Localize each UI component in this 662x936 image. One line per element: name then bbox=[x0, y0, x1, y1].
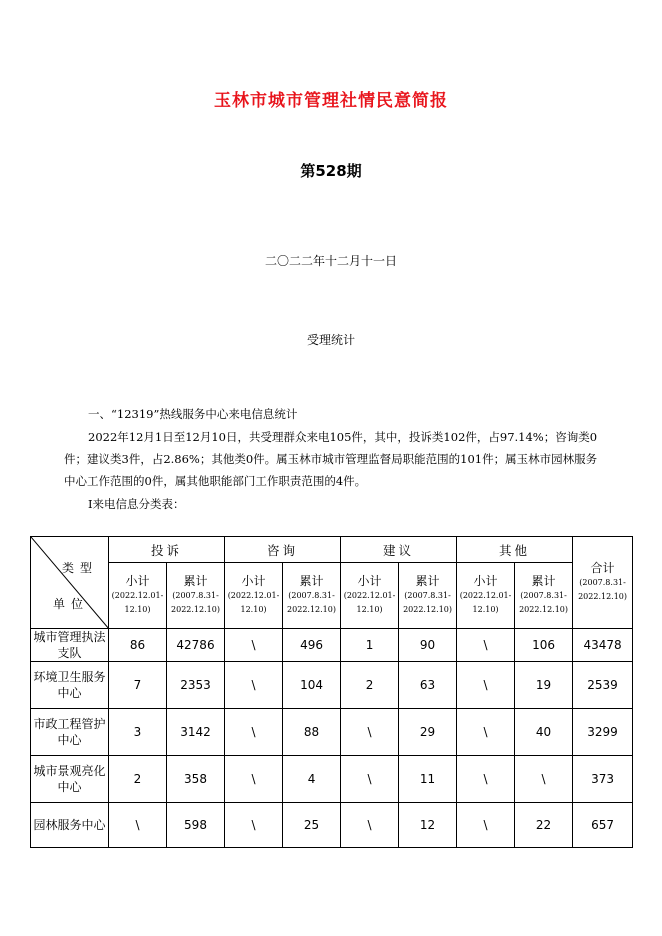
table-cell: 29 bbox=[399, 709, 457, 756]
table-cell-total: 3299 bbox=[573, 709, 633, 756]
corner-diagonal-line bbox=[31, 537, 109, 629]
total-header bbox=[573, 537, 633, 629]
subheader-label: 累计 bbox=[299, 574, 324, 588]
table-cell-total: 2539 bbox=[573, 662, 633, 709]
table-row bbox=[31, 756, 633, 803]
subheader-label: 累计 bbox=[415, 574, 440, 588]
subheader-other-small bbox=[457, 563, 515, 629]
subheader-range: (2022.12.01-12.10) bbox=[459, 591, 512, 614]
table-cell: 104 bbox=[283, 662, 341, 709]
issue-number: 第528期 bbox=[300, 162, 362, 180]
table-corner-header bbox=[31, 537, 109, 629]
subheader-range: (2022.12.01-12.10) bbox=[343, 591, 396, 614]
section-title-hotline: 一、“12319”热线服务中心来电信息统计 bbox=[88, 407, 298, 421]
table-cell: 3 bbox=[109, 709, 167, 756]
group-header-suggestion: 建议 bbox=[341, 537, 457, 563]
subheader-label: 小计 bbox=[241, 574, 266, 588]
table-cell: \ bbox=[457, 662, 515, 709]
table-cell-total: 43478 bbox=[573, 629, 633, 662]
table-cell: \ bbox=[457, 709, 515, 756]
table-cell: \ bbox=[457, 756, 515, 803]
table-cell: 86 bbox=[109, 629, 167, 662]
subheader-complaint-cumulative bbox=[167, 563, 225, 629]
table-cell-total: 657 bbox=[573, 803, 633, 848]
table-cell: 358 bbox=[167, 756, 225, 803]
table-cell: 106 bbox=[515, 629, 573, 662]
table-cell: 25 bbox=[283, 803, 341, 848]
subheader-range: (2007.8.31-2022.12.10) bbox=[171, 591, 220, 614]
group-header-complaint: 投诉 bbox=[109, 537, 225, 563]
table-row bbox=[31, 629, 633, 662]
table-cell: 42786 bbox=[167, 629, 225, 662]
table-cell: 2 bbox=[341, 662, 399, 709]
subheader-inquiry-cumulative bbox=[283, 563, 341, 629]
unit-name: 环境卫生服务中心 bbox=[31, 662, 109, 709]
table-cell: 1 bbox=[341, 629, 399, 662]
table-cell: 11 bbox=[399, 756, 457, 803]
subheader-complaint-small bbox=[109, 563, 167, 629]
subheader-range: (2022.12.01-12.10) bbox=[227, 591, 280, 614]
table-row bbox=[31, 709, 633, 756]
subheader-range: (2007.8.31-2022.12.10) bbox=[403, 591, 452, 614]
table-cell: \ bbox=[341, 756, 399, 803]
subheader-label: 小计 bbox=[125, 574, 150, 588]
table-cell: 598 bbox=[167, 803, 225, 848]
subheader-label: 小计 bbox=[357, 574, 382, 588]
corner-unit-label: 单位 bbox=[53, 597, 90, 611]
table-cell: \ bbox=[225, 756, 283, 803]
unit-name: 城市管理执法支队 bbox=[31, 629, 109, 662]
subheader-label: 小计 bbox=[473, 574, 498, 588]
subheader-inquiry-small bbox=[225, 563, 283, 629]
table-cell: 3142 bbox=[167, 709, 225, 756]
table-cell: \ bbox=[341, 709, 399, 756]
total-header-label: 合计 bbox=[590, 561, 615, 575]
table-row bbox=[31, 662, 633, 709]
summary-paragraph: 2022年12月1日至12月10日，共受理群众来电105件，其中，投诉类102件，占97.14%；咨询类0件；建议类3件，占2.86%；其他类0件。属玉林市城市管理监督局职能范围的101件；属玉林市园林服务中心工作范围的0件，属其他职能部门工作职责范围的4件。 bbox=[64, 430, 598, 488]
table-cell: \ bbox=[457, 803, 515, 848]
table-cell: \ bbox=[225, 709, 283, 756]
total-header-range: (2007.8.31-2022.12.10) bbox=[578, 578, 628, 601]
table-cell: \ bbox=[109, 803, 167, 848]
table-cell-total: 373 bbox=[573, 756, 633, 803]
unit-name: 城市景观亮化中心 bbox=[31, 756, 109, 803]
publish-date: 二〇二二年十二月十一日 bbox=[264, 254, 397, 268]
table-cell: 19 bbox=[515, 662, 573, 709]
table-caption: Ⅰ来电信息分类表： bbox=[88, 497, 185, 511]
table-row bbox=[31, 803, 633, 848]
section-heading: 受理统计 bbox=[306, 333, 355, 347]
table-cell: 496 bbox=[283, 629, 341, 662]
subheader-range: (2007.8.31-2022.12.10) bbox=[287, 591, 336, 614]
table-cell: 90 bbox=[399, 629, 457, 662]
table-cell: \ bbox=[515, 756, 573, 803]
bulletin-title: 玉林市城市管理社情民意简报 bbox=[214, 91, 448, 111]
subheader-suggestion-cumulative bbox=[399, 563, 457, 629]
table-cell: \ bbox=[225, 629, 283, 662]
table-cell: 7 bbox=[109, 662, 167, 709]
call-statistics-table bbox=[30, 536, 633, 848]
table-cell: 12 bbox=[399, 803, 457, 848]
table-cell: \ bbox=[225, 662, 283, 709]
subheader-label: 累计 bbox=[531, 574, 556, 588]
table-cell: 4 bbox=[283, 756, 341, 803]
table-cell: 63 bbox=[399, 662, 457, 709]
subheader-range: (2022.12.01-12.10) bbox=[111, 591, 164, 614]
group-header-other: 其他 bbox=[457, 537, 573, 563]
table-cell: 2353 bbox=[167, 662, 225, 709]
table-cell: 40 bbox=[515, 709, 573, 756]
unit-name: 园林服务中心 bbox=[31, 803, 109, 848]
unit-name: 市政工程管护中心 bbox=[31, 709, 109, 756]
subheader-range: (2007.8.31-2022.12.10) bbox=[519, 591, 569, 614]
table-cell: \ bbox=[457, 629, 515, 662]
table-cell: \ bbox=[225, 803, 283, 848]
group-header-inquiry: 咨询 bbox=[225, 537, 341, 563]
subheader-label: 累计 bbox=[183, 574, 208, 588]
subheader-suggestion-small bbox=[341, 563, 399, 629]
corner-type-label: 类型 bbox=[61, 561, 98, 575]
table-cell: 22 bbox=[515, 803, 573, 848]
table-cell: 88 bbox=[283, 709, 341, 756]
table-cell: 2 bbox=[109, 756, 167, 803]
table-cell: \ bbox=[341, 803, 399, 848]
subheader-other-cumulative bbox=[515, 563, 573, 629]
